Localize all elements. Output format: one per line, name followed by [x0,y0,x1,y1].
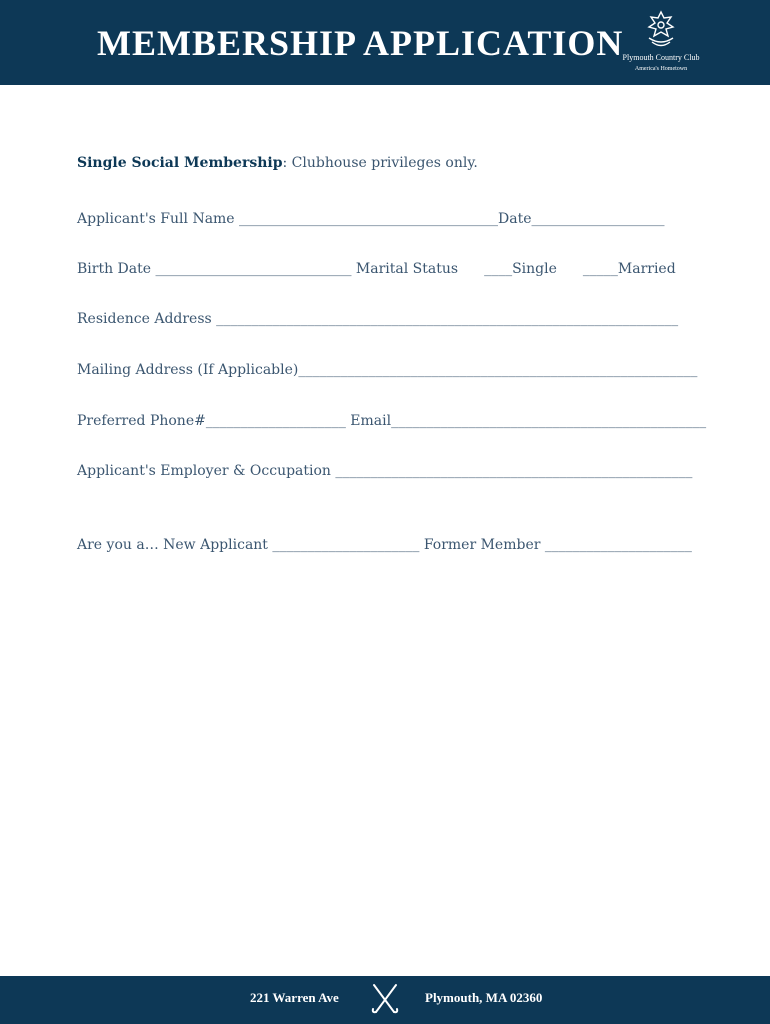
crest-icon [639,8,683,52]
footer-city: Plymouth, MA 02360 [425,990,543,1005]
logo-name: Plymouth Country Club [622,53,700,62]
footer-address: 221 Warren Ave [250,990,339,1005]
birth-marital-row [77,261,676,277]
membership-description: : Clubhouse privileges only. [282,155,478,171]
club-logo [622,8,700,80]
employer-field[interactable]: Applicant's Employer & Occupation ___________________________________________________ [77,463,693,479]
applicant-type-field[interactable]: Are you a… New Applicant _____________________ Former Member _____________________ [77,537,692,553]
golf-clubs-icon [367,982,403,1018]
birth-date-field[interactable]: Birth Date ____________________________ Marital Status [77,261,459,277]
page-title: MEMBERSHIP APPLICATION [97,23,624,63]
full-name-field[interactable]: Applicant's Full Name _____________________________________Date___________________ [77,211,665,227]
membership-label: Single Social Membership [77,155,283,171]
membership-type [77,155,478,171]
header-banner [0,0,770,85]
married-option[interactable]: _____Married [582,261,676,277]
footer-banner [0,976,770,1024]
single-option[interactable]: ____Single [484,261,557,277]
logo-tagline: America's Hometown [634,66,688,72]
residence-address-field[interactable]: Residence Address __________________________________________________________________ [77,311,679,327]
mailing-address-field[interactable]: Mailing Address (If Applicable)_________________________________________________________ [77,362,698,378]
phone-email-field[interactable]: Preferred Phone#____________________ Email_____________________________________________ [77,413,707,429]
